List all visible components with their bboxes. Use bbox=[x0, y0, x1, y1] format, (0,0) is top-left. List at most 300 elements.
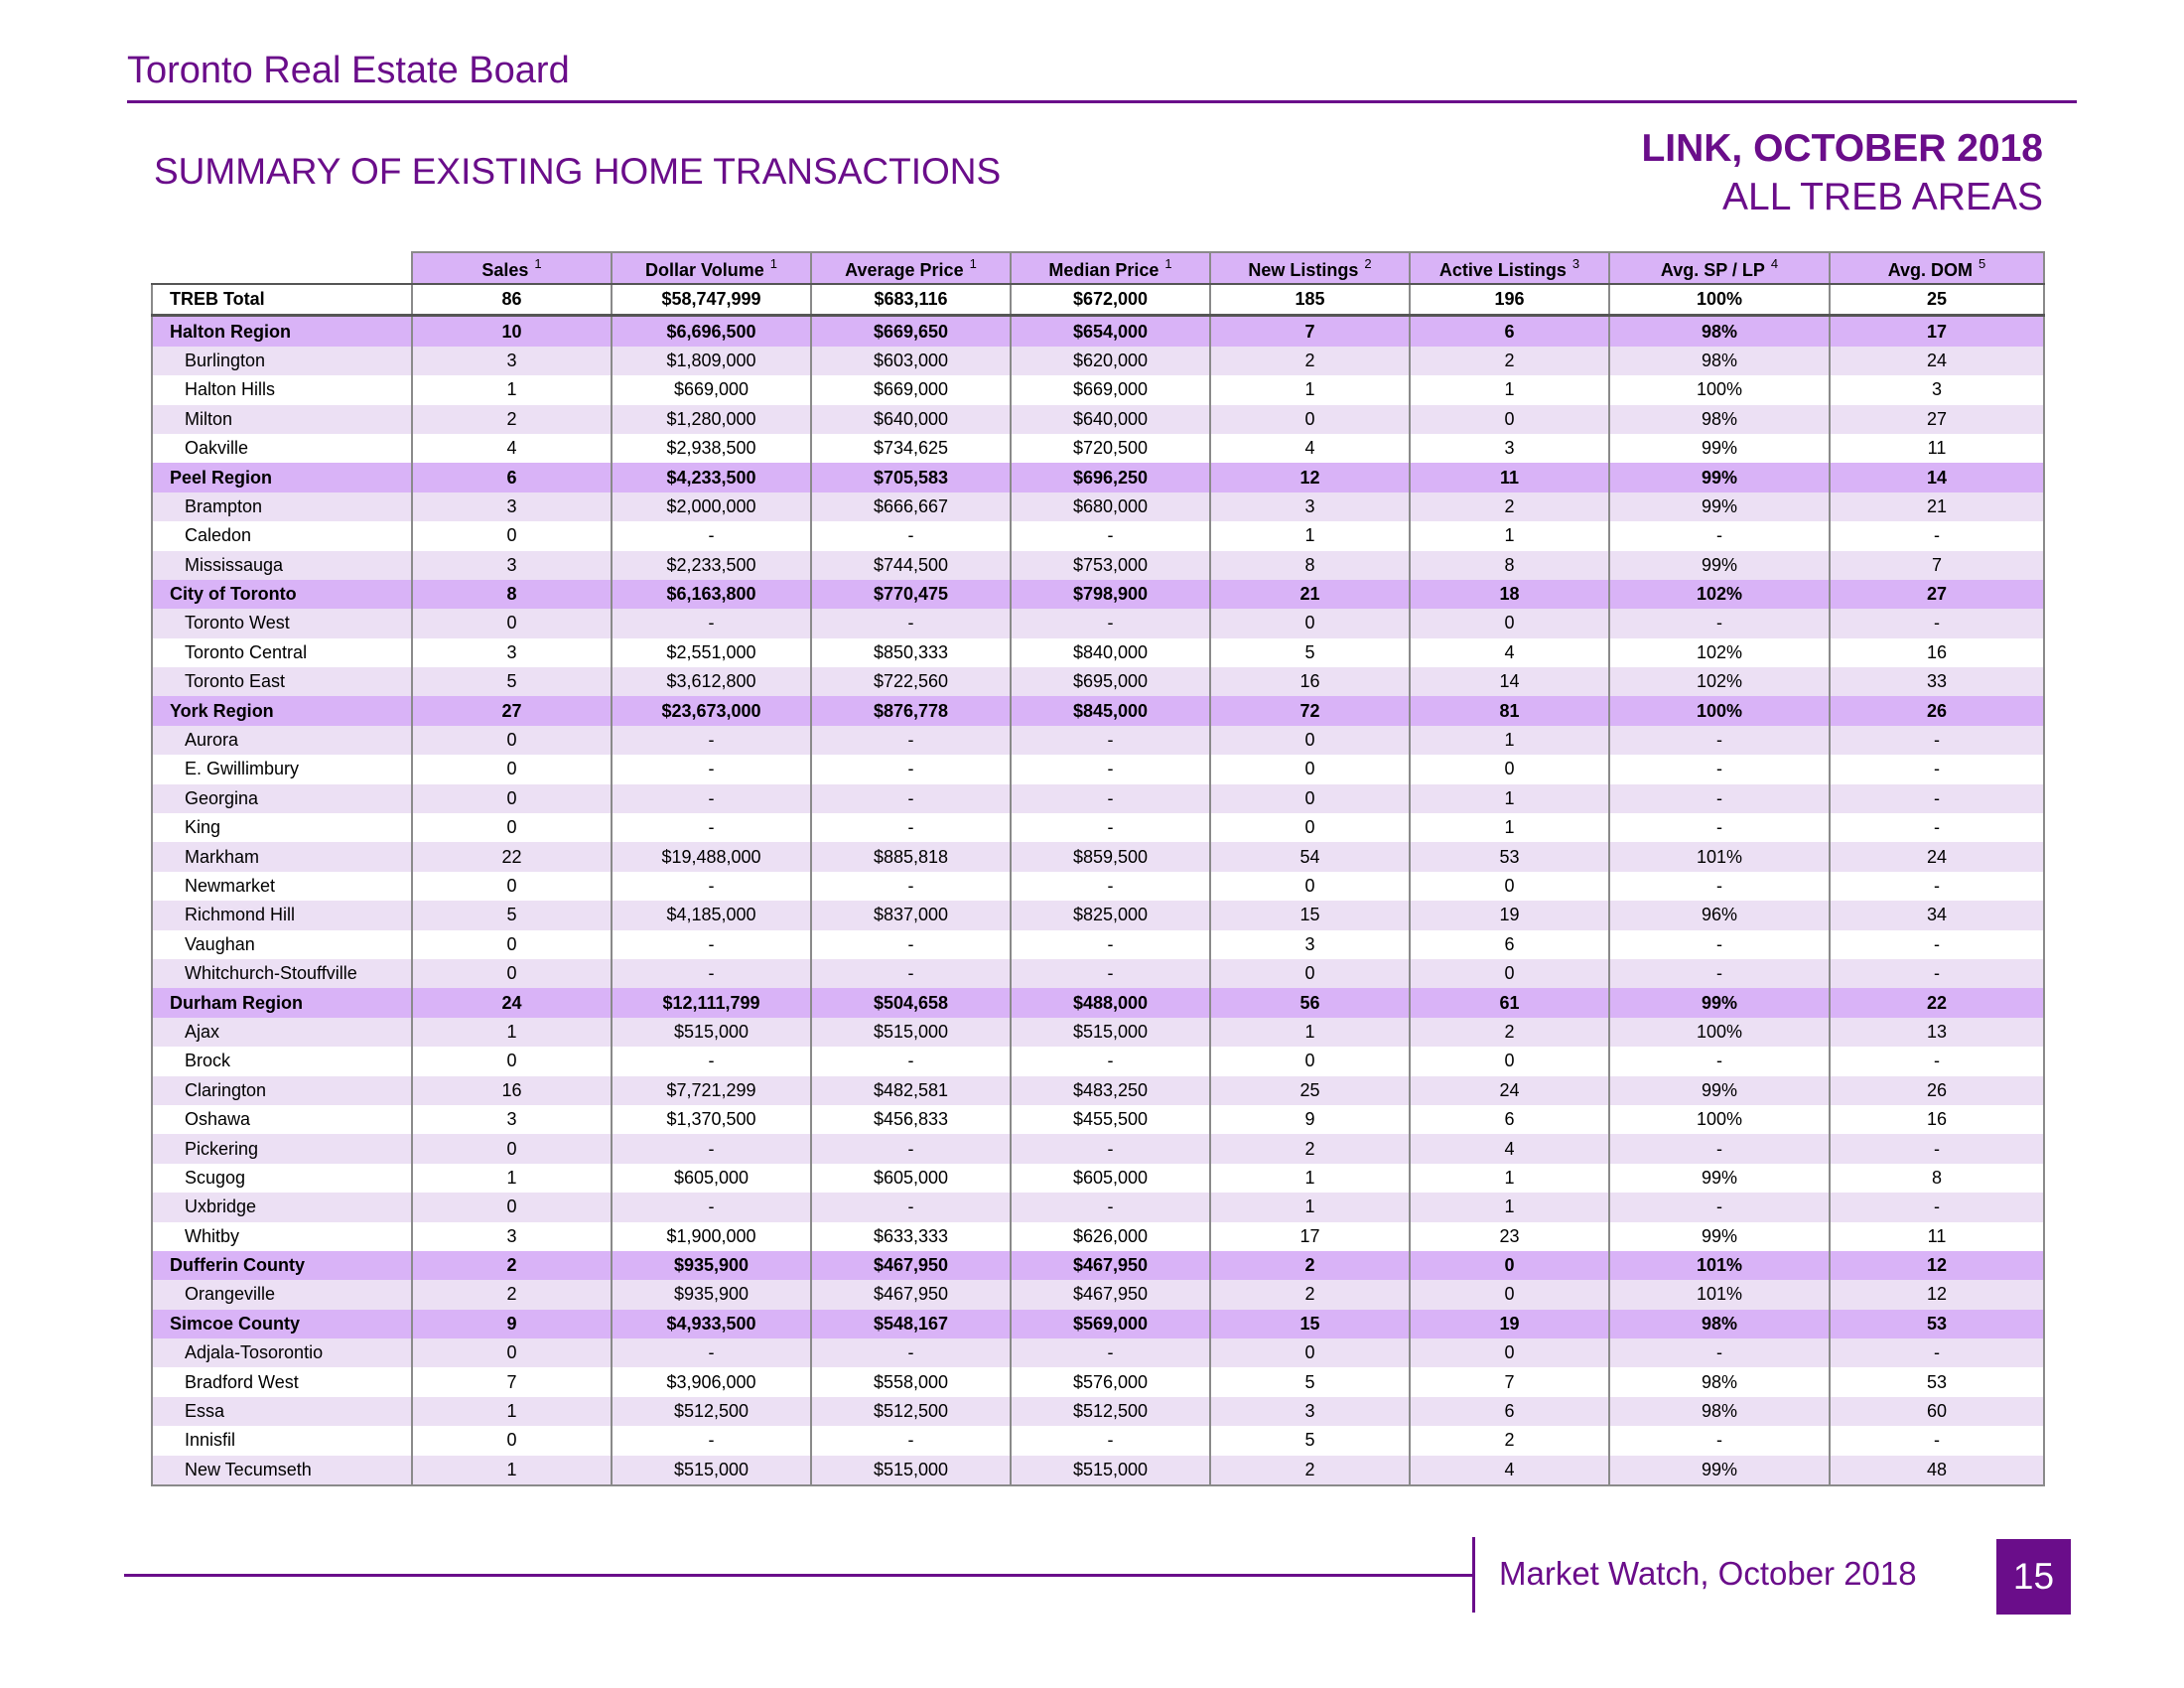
table-cell: $515,000 bbox=[1011, 1456, 1210, 1485]
table-cell: - bbox=[612, 1193, 811, 1221]
table-cell: 16 bbox=[1830, 1105, 2044, 1134]
area-name: Toronto East bbox=[152, 667, 412, 696]
table-cell: 6 bbox=[1410, 1397, 1609, 1426]
table-cell: 0 bbox=[1410, 1280, 1609, 1309]
table-cell: $695,000 bbox=[1011, 667, 1210, 696]
table-header-row bbox=[152, 252, 2044, 284]
area-name: King bbox=[152, 813, 412, 842]
column-header bbox=[1011, 252, 1210, 284]
table-cell: $515,000 bbox=[811, 1456, 1011, 1485]
table-cell: - bbox=[1830, 726, 2044, 755]
table-cell: $558,000 bbox=[811, 1367, 1011, 1396]
table-cell: - bbox=[1011, 930, 1210, 959]
table-cell: 9 bbox=[412, 1310, 612, 1338]
table-row bbox=[152, 405, 2044, 434]
table-cell: 1 bbox=[1410, 1164, 1609, 1193]
region-row bbox=[152, 696, 2044, 725]
area-name: Newmarket bbox=[152, 872, 412, 901]
table-cell: 24 bbox=[1410, 1076, 1609, 1105]
column-header-footnote: 1 bbox=[969, 255, 977, 271]
table-cell: - bbox=[1609, 521, 1830, 550]
table-cell: 5 bbox=[1210, 1367, 1410, 1396]
table-row bbox=[152, 1280, 2044, 1309]
table-cell: 11 bbox=[1830, 1222, 2044, 1251]
table-cell: 4 bbox=[1210, 434, 1410, 463]
table-cell: $605,000 bbox=[1011, 1164, 1210, 1193]
table-row bbox=[152, 726, 2044, 755]
table-cell: $605,000 bbox=[811, 1164, 1011, 1193]
table-cell: - bbox=[1830, 609, 2044, 637]
table-cell: 7 bbox=[412, 1367, 612, 1396]
table-cell: - bbox=[1011, 784, 1210, 813]
table-cell: $876,778 bbox=[811, 696, 1011, 725]
table-cell: 0 bbox=[412, 609, 612, 637]
table-cell: - bbox=[1609, 872, 1830, 901]
column-header bbox=[811, 252, 1011, 284]
table-cell: - bbox=[811, 872, 1011, 901]
table-cell: $669,000 bbox=[612, 375, 811, 404]
table-cell: $515,000 bbox=[1011, 1018, 1210, 1047]
table-cell: 86 bbox=[412, 284, 612, 316]
table-cell: $2,000,000 bbox=[612, 492, 811, 521]
table-cell: - bbox=[612, 872, 811, 901]
table-cell: 98% bbox=[1609, 1397, 1830, 1426]
table-row bbox=[152, 1134, 2044, 1163]
table-cell: - bbox=[1609, 726, 1830, 755]
table-cell: $12,111,799 bbox=[612, 988, 811, 1017]
table-cell: $6,163,800 bbox=[612, 580, 811, 609]
table-cell: 1 bbox=[1410, 1193, 1609, 1221]
table-row bbox=[152, 901, 2044, 929]
table-row bbox=[152, 1164, 2044, 1193]
column-header-footnote: 1 bbox=[1164, 255, 1172, 271]
table-cell: 2 bbox=[1410, 492, 1609, 521]
table-cell: 56 bbox=[1210, 988, 1410, 1017]
table-cell: $504,658 bbox=[811, 988, 1011, 1017]
table-cell: 2 bbox=[1410, 1018, 1609, 1047]
table-cell: 0 bbox=[1210, 755, 1410, 783]
table-cell: $512,500 bbox=[1011, 1397, 1210, 1426]
table-cell: 53 bbox=[1410, 842, 1609, 871]
table-cell: 5 bbox=[1210, 638, 1410, 667]
table-cell: 0 bbox=[412, 784, 612, 813]
table-cell: $935,900 bbox=[612, 1251, 811, 1280]
table-cell: 10 bbox=[412, 316, 612, 347]
table-cell: $2,233,500 bbox=[612, 551, 811, 580]
table-cell: $512,500 bbox=[811, 1397, 1011, 1426]
table-cell: - bbox=[1830, 1134, 2044, 1163]
report-subtitle: ALL TREB AREAS bbox=[1722, 176, 2043, 218]
table-cell: $605,000 bbox=[612, 1164, 811, 1193]
column-header bbox=[612, 252, 811, 284]
table-cell: 17 bbox=[1210, 1222, 1410, 1251]
table-cell: 12 bbox=[1830, 1251, 2044, 1280]
table-cell: 99% bbox=[1609, 1456, 1830, 1485]
table-cell: - bbox=[811, 1047, 1011, 1075]
table-cell: $640,000 bbox=[1011, 405, 1210, 434]
table-cell: - bbox=[811, 726, 1011, 755]
column-header-label: Avg. DOM bbox=[1887, 259, 1974, 280]
table-cell: 1 bbox=[412, 1397, 612, 1426]
table-cell: 21 bbox=[1830, 492, 2044, 521]
table-cell: 2 bbox=[1210, 1280, 1410, 1309]
table-cell: - bbox=[1011, 521, 1210, 550]
table-cell: - bbox=[1011, 1134, 1210, 1163]
table-cell: - bbox=[612, 813, 811, 842]
table-row bbox=[152, 930, 2044, 959]
table-cell: 1 bbox=[1410, 521, 1609, 550]
table-cell: 26 bbox=[1830, 696, 2044, 725]
table-cell: 3 bbox=[412, 551, 612, 580]
table-cell: $6,696,500 bbox=[612, 316, 811, 347]
table-cell: - bbox=[1830, 521, 2044, 550]
table-cell: $770,475 bbox=[811, 580, 1011, 609]
table-cell: 3 bbox=[412, 1222, 612, 1251]
table-cell: 99% bbox=[1609, 492, 1830, 521]
region-row bbox=[152, 463, 2044, 492]
table-cell: 6 bbox=[1410, 1105, 1609, 1134]
table-cell: $753,000 bbox=[1011, 551, 1210, 580]
table-cell: 22 bbox=[412, 842, 612, 871]
area-name: City of Toronto bbox=[152, 580, 412, 609]
table-cell: 0 bbox=[412, 1047, 612, 1075]
table-row bbox=[152, 1456, 2044, 1485]
table-cell: 9 bbox=[1210, 1105, 1410, 1134]
table-cell: 8 bbox=[412, 580, 612, 609]
table-cell: - bbox=[1609, 784, 1830, 813]
table-cell: $455,500 bbox=[1011, 1105, 1210, 1134]
column-header-footnote: 4 bbox=[1770, 255, 1779, 271]
table-cell: 4 bbox=[1410, 1134, 1609, 1163]
table-row bbox=[152, 434, 2044, 463]
column-header-label: Sales bbox=[481, 259, 529, 280]
table-cell: 101% bbox=[1609, 1280, 1830, 1309]
table-cell: 101% bbox=[1609, 1251, 1830, 1280]
area-name: Orangeville bbox=[152, 1280, 412, 1309]
table-cell: 0 bbox=[1410, 959, 1609, 988]
table-cell: 25 bbox=[1830, 284, 2044, 316]
table-row bbox=[152, 1367, 2044, 1396]
area-name: Oshawa bbox=[152, 1105, 412, 1134]
area-name: Markham bbox=[152, 842, 412, 871]
table-cell: - bbox=[612, 1426, 811, 1455]
table-cell: $859,500 bbox=[1011, 842, 1210, 871]
table-cell: 0 bbox=[1410, 609, 1609, 637]
column-header-footnote: 3 bbox=[1571, 255, 1580, 271]
table-cell: - bbox=[1011, 1338, 1210, 1367]
table-cell: $603,000 bbox=[811, 347, 1011, 375]
table-cell: 102% bbox=[1609, 667, 1830, 696]
table-cell: $2,938,500 bbox=[612, 434, 811, 463]
summary-title: SUMMARY OF EXISTING HOME TRANSACTIONS bbox=[154, 151, 1002, 192]
table-row bbox=[152, 1018, 2044, 1047]
table-cell: 0 bbox=[1410, 1338, 1609, 1367]
total-row bbox=[152, 284, 2044, 316]
table-cell: 98% bbox=[1609, 405, 1830, 434]
table-cell: 24 bbox=[1830, 347, 2044, 375]
area-name: Brampton bbox=[152, 492, 412, 521]
table-cell: - bbox=[1011, 872, 1210, 901]
table-cell: 16 bbox=[1830, 638, 2044, 667]
table-cell: 0 bbox=[412, 521, 612, 550]
table-cell: $626,000 bbox=[1011, 1222, 1210, 1251]
table-cell: 12 bbox=[1210, 463, 1410, 492]
table-cell: 99% bbox=[1609, 1164, 1830, 1193]
table-cell: $696,250 bbox=[1011, 463, 1210, 492]
table-cell: $456,833 bbox=[811, 1105, 1011, 1134]
table-cell: - bbox=[1830, 959, 2044, 988]
table-cell: 14 bbox=[1830, 463, 2044, 492]
footer-divider bbox=[124, 1574, 1474, 1577]
table-row bbox=[152, 1338, 2044, 1367]
table-cell: - bbox=[811, 521, 1011, 550]
table-cell: 13 bbox=[1830, 1018, 2044, 1047]
table-cell: 27 bbox=[1830, 580, 2044, 609]
table-cell: $935,900 bbox=[612, 1280, 811, 1309]
area-name: Dufferin County bbox=[152, 1251, 412, 1280]
table-cell: 0 bbox=[1210, 1047, 1410, 1075]
table-cell: 0 bbox=[1210, 872, 1410, 901]
table-cell: 2 bbox=[412, 405, 612, 434]
column-header-footnote: 1 bbox=[769, 255, 777, 271]
table-cell: - bbox=[612, 959, 811, 988]
table-cell: 6 bbox=[1410, 930, 1609, 959]
table-cell: 2 bbox=[1210, 1134, 1410, 1163]
table-cell: 12 bbox=[1830, 1280, 2044, 1309]
table-cell: $845,000 bbox=[1011, 696, 1210, 725]
table-cell: - bbox=[811, 813, 1011, 842]
area-name: Simcoe County bbox=[152, 1310, 412, 1338]
table-row bbox=[152, 1076, 2044, 1105]
table-cell: 0 bbox=[412, 813, 612, 842]
table-cell: - bbox=[1830, 784, 2044, 813]
table-cell: 101% bbox=[1609, 842, 1830, 871]
table-cell: 99% bbox=[1609, 434, 1830, 463]
table-cell: 0 bbox=[1410, 405, 1609, 434]
table-row bbox=[152, 813, 2044, 842]
table-row bbox=[152, 1426, 2044, 1455]
table-cell: 0 bbox=[412, 1426, 612, 1455]
table-cell: 0 bbox=[412, 1134, 612, 1163]
table-cell: 99% bbox=[1609, 1222, 1830, 1251]
area-name: Pickering bbox=[152, 1134, 412, 1163]
column-header-label: Average Price bbox=[845, 259, 964, 280]
table-row bbox=[152, 638, 2044, 667]
table-cell: - bbox=[1609, 609, 1830, 637]
table-cell: 2 bbox=[1410, 347, 1609, 375]
table-cell: 0 bbox=[1210, 405, 1410, 434]
footer-vertical-divider bbox=[1472, 1537, 1475, 1613]
table-cell: 17 bbox=[1830, 316, 2044, 347]
table-cell: 8 bbox=[1210, 551, 1410, 580]
table-cell: 34 bbox=[1830, 901, 2044, 929]
table-cell: $467,950 bbox=[811, 1280, 1011, 1309]
table-row bbox=[152, 1397, 2044, 1426]
table-cell: 0 bbox=[1410, 872, 1609, 901]
table-cell: $482,581 bbox=[811, 1076, 1011, 1105]
table-cell: - bbox=[1609, 1426, 1830, 1455]
table-cell: 1 bbox=[1210, 521, 1410, 550]
table-cell: $633,333 bbox=[811, 1222, 1011, 1251]
table-cell: - bbox=[1011, 1193, 1210, 1221]
table-cell: 8 bbox=[1410, 551, 1609, 580]
column-header bbox=[412, 252, 612, 284]
table-cell: $2,551,000 bbox=[612, 638, 811, 667]
table-cell: - bbox=[612, 609, 811, 637]
table-cell: - bbox=[811, 930, 1011, 959]
table-cell: 1 bbox=[1410, 784, 1609, 813]
table-cell: $850,333 bbox=[811, 638, 1011, 667]
table-cell: 1 bbox=[412, 1456, 612, 1485]
table-cell: 185 bbox=[1210, 284, 1410, 316]
column-header bbox=[1410, 252, 1609, 284]
table-cell: $1,900,000 bbox=[612, 1222, 811, 1251]
table-cell: $640,000 bbox=[811, 405, 1011, 434]
table-cell: 0 bbox=[1210, 959, 1410, 988]
table-cell: $548,167 bbox=[811, 1310, 1011, 1338]
table-cell: 3 bbox=[412, 1105, 612, 1134]
table-cell: $483,250 bbox=[1011, 1076, 1210, 1105]
table-row bbox=[152, 1193, 2044, 1221]
area-name: Scugog bbox=[152, 1164, 412, 1193]
table-cell: - bbox=[612, 755, 811, 783]
table-cell: - bbox=[1609, 1047, 1830, 1075]
table-cell: 1 bbox=[1410, 375, 1609, 404]
table-cell: 2 bbox=[412, 1251, 612, 1280]
table-row bbox=[152, 551, 2044, 580]
table-cell: 98% bbox=[1609, 1310, 1830, 1338]
table-cell: $620,000 bbox=[1011, 347, 1210, 375]
area-name: Burlington bbox=[152, 347, 412, 375]
table-row bbox=[152, 347, 2044, 375]
table-cell: $654,000 bbox=[1011, 316, 1210, 347]
table-cell: - bbox=[1011, 959, 1210, 988]
table-row bbox=[152, 1047, 2044, 1075]
table-cell: 2 bbox=[1210, 1456, 1410, 1485]
table-row bbox=[152, 842, 2044, 871]
table-cell: $512,500 bbox=[612, 1397, 811, 1426]
table-cell: 60 bbox=[1830, 1397, 2044, 1426]
area-name: Whitby bbox=[152, 1222, 412, 1251]
area-name: Peel Region bbox=[152, 463, 412, 492]
table-cell: 5 bbox=[1210, 1426, 1410, 1455]
table-cell: 100% bbox=[1609, 1018, 1830, 1047]
area-name: York Region bbox=[152, 696, 412, 725]
table-cell: 1 bbox=[1210, 375, 1410, 404]
table-cell: 3 bbox=[1210, 492, 1410, 521]
table-cell: 0 bbox=[412, 872, 612, 901]
footer-title: Market Watch, October 2018 bbox=[1499, 1555, 1917, 1592]
table-cell: 11 bbox=[1830, 434, 2044, 463]
table-cell: 98% bbox=[1609, 316, 1830, 347]
table-cell: 4 bbox=[412, 434, 612, 463]
table-cell: 7 bbox=[1830, 551, 2044, 580]
table-cell: - bbox=[1011, 609, 1210, 637]
table-cell: 99% bbox=[1609, 1076, 1830, 1105]
table-cell: $515,000 bbox=[612, 1018, 811, 1047]
column-header-footnote: 1 bbox=[534, 255, 542, 271]
table-cell: 1 bbox=[412, 375, 612, 404]
table-cell: - bbox=[1830, 813, 2044, 842]
table-cell: - bbox=[612, 521, 811, 550]
table-cell: 21 bbox=[1210, 580, 1410, 609]
table-cell: $515,000 bbox=[811, 1018, 1011, 1047]
table-cell: 2 bbox=[1210, 347, 1410, 375]
table-cell: 0 bbox=[412, 726, 612, 755]
table-cell: $669,650 bbox=[811, 316, 1011, 347]
area-name: Aurora bbox=[152, 726, 412, 755]
table-cell: 3 bbox=[412, 347, 612, 375]
table-cell: $885,818 bbox=[811, 842, 1011, 871]
table-cell: $3,612,800 bbox=[612, 667, 811, 696]
table-cell: $720,500 bbox=[1011, 434, 1210, 463]
top-divider bbox=[127, 100, 2077, 103]
table-cell: 19 bbox=[1410, 901, 1609, 929]
area-name: Uxbridge bbox=[152, 1193, 412, 1221]
area-name: Caledon bbox=[152, 521, 412, 550]
table-cell: - bbox=[1609, 755, 1830, 783]
column-header bbox=[1830, 252, 2044, 284]
region-row bbox=[152, 1251, 2044, 1280]
table-cell: 102% bbox=[1609, 638, 1830, 667]
table-cell: $705,583 bbox=[811, 463, 1011, 492]
area-name: Richmond Hill bbox=[152, 901, 412, 929]
table-cell: 14 bbox=[1410, 667, 1609, 696]
table-cell: 23 bbox=[1410, 1222, 1609, 1251]
table-cell: 16 bbox=[1210, 667, 1410, 696]
table-cell: 0 bbox=[412, 1338, 612, 1367]
table-cell: 4 bbox=[1410, 638, 1609, 667]
area-name: Halton Hills bbox=[152, 375, 412, 404]
area-name: New Tecumseth bbox=[152, 1456, 412, 1485]
table-cell: - bbox=[1011, 1426, 1210, 1455]
table-cell: 0 bbox=[1410, 1251, 1609, 1280]
table-cell: - bbox=[612, 1134, 811, 1163]
table-cell: $467,950 bbox=[1011, 1280, 1210, 1309]
table-cell: $515,000 bbox=[612, 1456, 811, 1485]
region-row bbox=[152, 580, 2044, 609]
table-cell: 1 bbox=[1210, 1018, 1410, 1047]
column-header-label: New Listings bbox=[1248, 259, 1359, 280]
table-cell: $680,000 bbox=[1011, 492, 1210, 521]
table-cell: $4,185,000 bbox=[612, 901, 811, 929]
area-name: Adjala-Tosorontio bbox=[152, 1338, 412, 1367]
table-cell: - bbox=[1011, 813, 1210, 842]
table-cell: 22 bbox=[1830, 988, 2044, 1017]
area-name: Oakville bbox=[152, 434, 412, 463]
column-header-label: Avg. SP / LP bbox=[1660, 259, 1765, 280]
table-cell: $4,233,500 bbox=[612, 463, 811, 492]
column-header-label: Dollar Volume bbox=[645, 259, 764, 280]
table-cell: $683,116 bbox=[811, 284, 1011, 316]
area-name: Bradford West bbox=[152, 1367, 412, 1396]
table-cell: 0 bbox=[1210, 726, 1410, 755]
column-header-label: Median Price bbox=[1048, 259, 1160, 280]
table-cell: - bbox=[1609, 1338, 1830, 1367]
table-row bbox=[152, 521, 2044, 550]
table-cell: - bbox=[1830, 755, 2044, 783]
table-cell: - bbox=[1609, 1193, 1830, 1221]
table-cell: 3 bbox=[412, 492, 612, 521]
column-header bbox=[1609, 252, 1830, 284]
table-cell: 1 bbox=[412, 1018, 612, 1047]
table-cell: 24 bbox=[412, 988, 612, 1017]
table-cell: 3 bbox=[1410, 434, 1609, 463]
area-name: Toronto Central bbox=[152, 638, 412, 667]
table-cell: 26 bbox=[1830, 1076, 2044, 1105]
table-cell: - bbox=[1011, 755, 1210, 783]
table-cell: 61 bbox=[1410, 988, 1609, 1017]
